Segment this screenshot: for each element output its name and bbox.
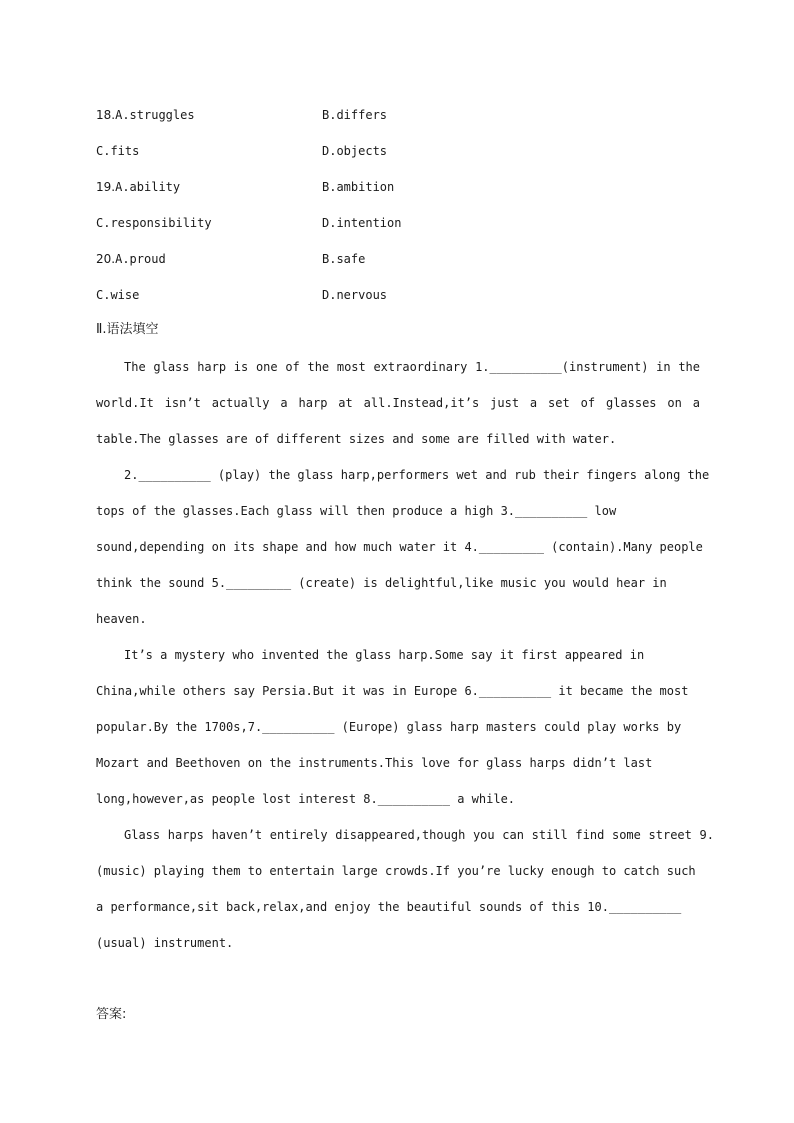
option-c: C.responsibility [96,216,212,230]
option-a: A.proud [115,252,166,266]
passage-line: It’s a mystery who invented the glass harp.Some say it first appeared in [124,648,645,662]
passage-line: China,while others say Persia.But it was in Europe 6.__________ it became the most [96,684,689,698]
passage-line: heaven. [96,612,147,626]
passage-line: a performance,sit back,relax,and enjoy the beautiful sounds of this 10.__________ [96,900,682,914]
passage-line: sound,depending on its shape and how much water it 4._________ (contain).Many people [96,540,703,554]
passage-line: popular.By the 1700s,7.__________ (Europe) glass harp masters could play works by [96,720,682,734]
option-a: A.struggles [115,108,195,122]
option-a: A.ability [115,180,181,194]
option-b: B.ambition [322,180,395,194]
option-d: D.intention [322,216,402,230]
passage-line: (usual) instrument. [96,936,234,950]
option-c: C.fits [96,144,140,158]
passage-line: long,however,as people lost interest 8.__________ a while. [96,792,516,806]
passage-line: The glass harp is one of the most extraordinary 1.__________(instrument) in the [124,360,700,374]
passage-line: world.It isn’t actually a harp at all.Instead,it’s just a set of glasses on a [96,396,700,410]
option-b: B.differs [322,108,388,122]
option-b: B.safe [322,252,366,266]
question-number: 20. [96,252,116,266]
question-number: 18. [96,108,116,122]
section-title: Ⅱ.语法填空 [96,322,159,337]
passage-line: Mozart and Beethoven on the instruments.This love for glass harps didn’t last [96,756,653,770]
passage-line: (music) playing them to entertain large crowds.If you’re lucky enough to catch such [96,864,696,878]
passage-line: table.The glasses are of different sizes and some are filled with water. [96,432,617,446]
option-d: D.nervous [322,288,388,302]
option-d: D.objects [322,144,388,158]
passage-line: tops of the glasses.Each glass will then produce a high 3.__________ low [96,504,617,518]
question-number: 19. [96,180,116,194]
answer-label: 答案: [96,1007,127,1022]
option-c: C.wise [96,288,140,302]
passage-line: 2.__________ (play) the glass harp,performers wet and rub their fingers along the [124,468,710,482]
passage-line: think the sound 5._________ (create) is delightful,like music you would hear in [96,576,667,590]
passage-line: Glass harps haven’t entirely disappeared,though you can still find some street 9. [124,828,714,842]
